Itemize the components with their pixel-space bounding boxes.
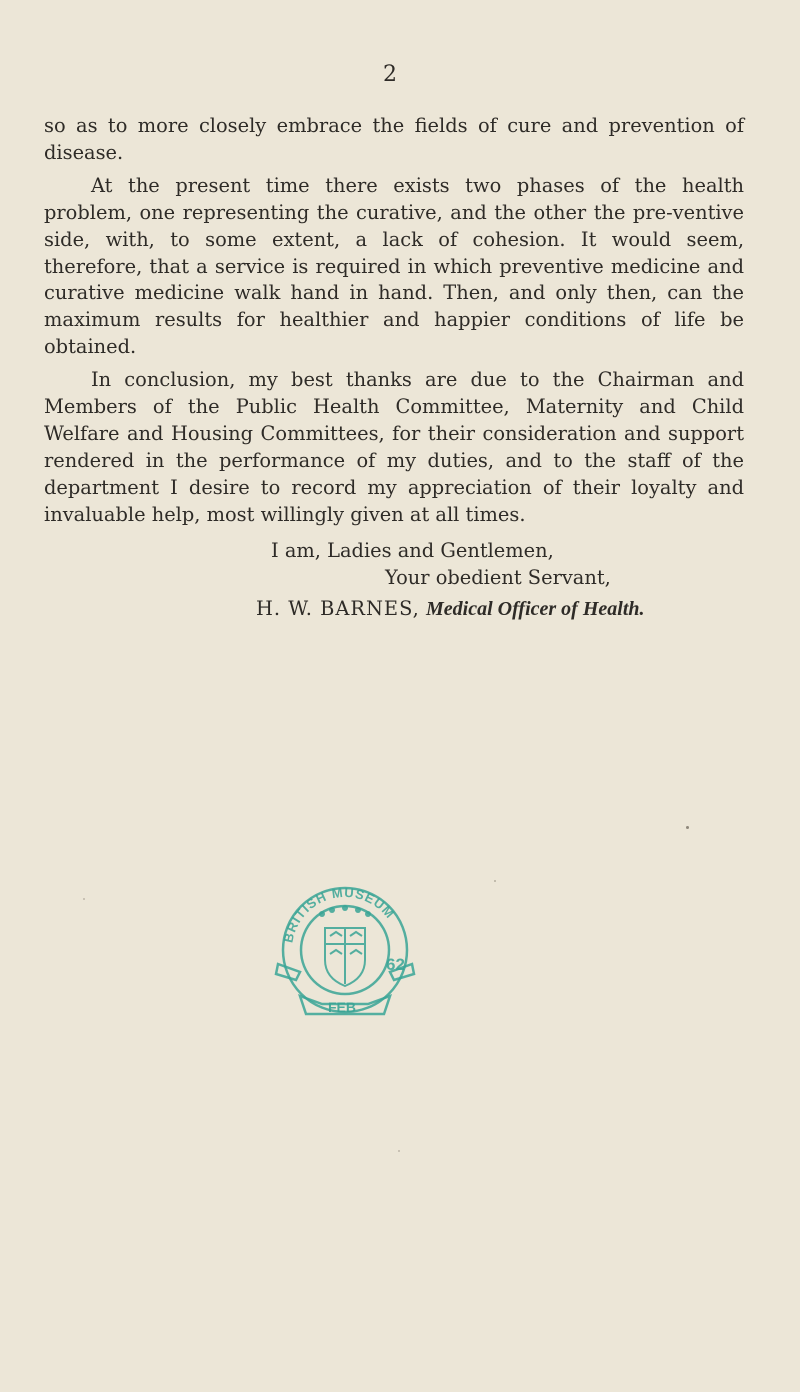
page-number: 2 xyxy=(383,62,397,87)
signature-title: Medical Officer of Health. xyxy=(426,598,645,620)
paper-speck xyxy=(686,826,689,829)
paper-speck xyxy=(83,898,85,900)
paragraph-conclusion: In conclusion, my best thanks are due to the Chairman and Members of the Public Health Committee, Maternity and Child Welfare and Housing Committees, for their consideration and support rendered in the performance of my duties, and to the staff of the department I desire to record my appreciation of their loyalty and invaluable help, most willingly given at all times. xyxy=(44,368,744,526)
signature xyxy=(256,594,645,624)
body-text xyxy=(44,113,744,535)
paper-speck xyxy=(398,1150,400,1152)
stamp-day: 62 xyxy=(386,955,405,974)
signature-name: H. W. BARNES, xyxy=(256,597,420,620)
stamp-institution: BRITISH MUSEUM xyxy=(280,884,398,945)
paper-speck xyxy=(494,880,496,882)
paragraph-health-problem: At the present time there exists two phases of the health problem, one representing the curative, and the other the pre-ventive side, with, to some extent, a lack of cohesion. It would seem, therefore, that a service is required in which preventive medicine and curative medicine walk hand in hand. Then, and only then, can the maximum results for healthier and happier conditions of life be obtained. xyxy=(44,173,744,359)
library-stamp xyxy=(270,880,420,1030)
salutation: I am, Ladies and Gentlemen, xyxy=(271,539,554,562)
paragraph-continuation: so as to more closely embrace the fields of cure and prevention of disease. xyxy=(44,114,744,164)
stamp-month: FEB xyxy=(328,999,356,1015)
complimentary-close: Your obedient Servant, xyxy=(385,566,611,589)
